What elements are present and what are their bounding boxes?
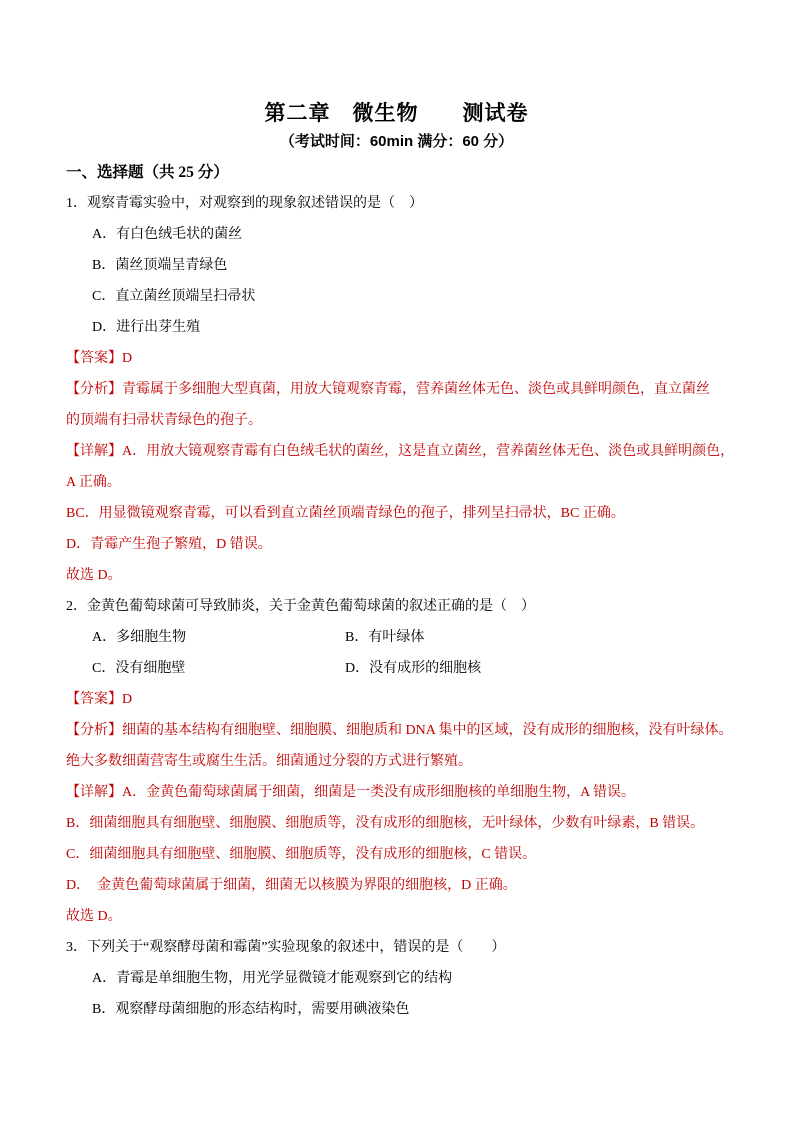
question-1-detail-line-1: 【详解】A．用放大镜观察青霉有白色绒毛状的菌丝，这是直立菌丝，营养菌丝体无色、淡色或具鲜明颜色，: [66, 443, 735, 459]
question-2-options-row-2: [66, 651, 727, 682]
question-1-answer: 【答案】D: [66, 350, 133, 366]
question-1-stem: 1．观察青霉实验中，对观察到的现象叙述错误的是（ ）: [66, 195, 423, 211]
question-3-option-b: B．观察酵母菌细胞的形态结构时，需要用碘液染色: [92, 1001, 410, 1017]
question-2-answer: 【答案】D: [66, 691, 133, 707]
question-2-option-b: B．有叶绿体: [345, 629, 425, 645]
question-3-option-a: A．青霉是单细胞生物，用光学显微镜才能观察到它的结构: [92, 970, 453, 986]
question-2-stem: 2．金黄色葡萄球菌可导致肺炎，关于金黄色葡萄球菌的叙述正确的是（ ）: [66, 598, 535, 614]
question-2-detail-line-4: D． 金黄色葡萄球菌属于细菌，细菌无以核膜为界限的细胞核，D 正确。: [66, 877, 517, 893]
question-2-options-row-1: [66, 620, 727, 651]
question-2-conclusion: 故选 D。: [66, 908, 122, 924]
question-2-detail-line-2: B．细菌细胞具有细胞壁、细胞膜、细胞质等，没有成形的细胞核，无叶绿体，少数有叶绿素，B 错误。: [66, 815, 705, 831]
question-1-option-d: D．进行出芽生殖: [92, 319, 201, 335]
question-2-analysis-line-1: 【分析】细菌的基本结构有细胞壁、细胞膜、细胞质和 DNA 集中的区域，没有成形的细胞核，没有叶绿体。: [66, 722, 733, 738]
question-1-option-a: A．有白色绒毛状的菌丝: [92, 226, 243, 242]
question-2-option-c: C．没有细胞壁: [92, 660, 186, 676]
question-1-conclusion: 故选 D。: [66, 567, 122, 583]
question-1-analysis-line-1: 【分析】青霉属于多细胞大型真菌，用放大镜观察青霉，营养菌丝体无色、淡色或具鲜明颜色，直立菌丝: [66, 381, 710, 397]
question-2-option-d: D．没有成形的细胞核: [345, 660, 482, 676]
page-title: 第二章 微生物 测试卷: [264, 102, 529, 125]
question-1-option-b: B．菌丝顶端呈青绿色: [92, 257, 228, 273]
question-1-option-c: C．直立菌丝顶端呈扫帚状: [92, 288, 256, 304]
question-2-analysis-line-2: 绝大多数细菌营寄生或腐生生活。细菌通过分裂的方式进行繁殖。: [66, 753, 472, 769]
question-1-analysis-line-2: 的顶端有扫帚状青绿色的孢子。: [66, 412, 262, 428]
question-2-detail-line-1: 【详解】A．金黄色葡萄球菌属于细菌，细菌是一类没有成形细胞核的单细胞生物，A 错误。: [66, 784, 635, 800]
section-heading: 一、选择题（共 25 分）: [66, 164, 229, 181]
question-1-detail-line-4: D．青霉产生孢子繁殖，D 错误。: [66, 536, 272, 552]
question-1-detail-line-2: A 正确。: [66, 474, 121, 490]
exam-info: （考试时间：60min 满分：60 分）: [279, 133, 514, 150]
question-1-detail-line-3: BC．用显微镜观察青霉，可以看到直立菌丝顶端青绿色的孢子，排列呈扫帚状，BC 正确。: [66, 505, 625, 521]
question-2-option-a: A．多细胞生物: [92, 629, 187, 645]
question-3-stem: 3．下列关于“观察酵母菌和霉菌”实验现象的叙述中，错误的是（ ）: [66, 939, 506, 955]
question-2-detail-line-3: C．细菌细胞具有细胞壁、细胞膜、细胞质等，没有成形的细胞核，C 错误。: [66, 846, 537, 862]
